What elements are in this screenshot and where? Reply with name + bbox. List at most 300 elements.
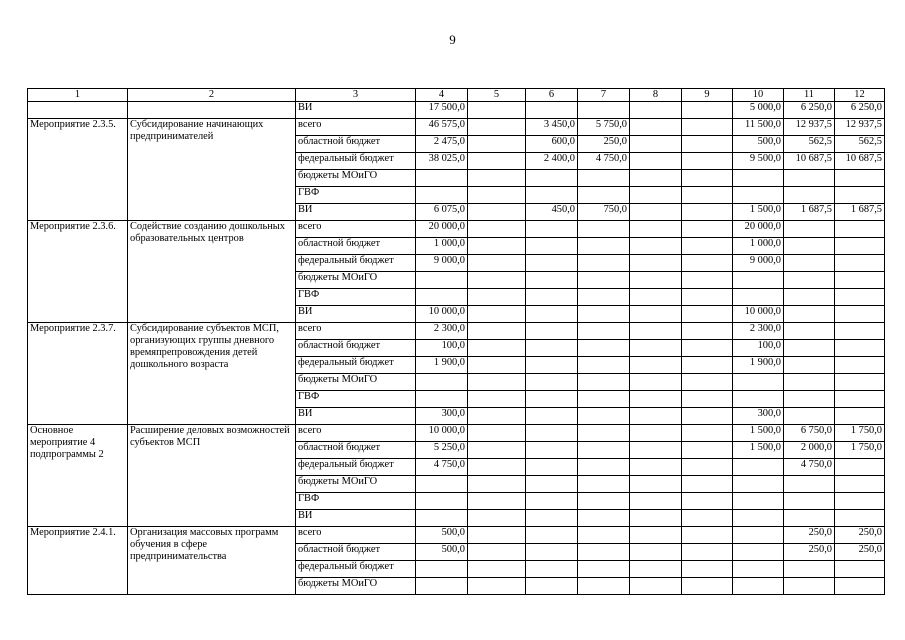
- value-cell: [526, 102, 578, 119]
- value-cell: [578, 272, 630, 289]
- source-cell: ГВФ: [296, 289, 416, 306]
- value-cell: 100,0: [416, 340, 468, 357]
- source-cell: бюджеты МОиГО: [296, 374, 416, 391]
- value-cell: [835, 408, 885, 425]
- value-cell: [784, 476, 835, 493]
- value-cell: [578, 357, 630, 374]
- value-cell: [526, 374, 578, 391]
- value-cell: [835, 340, 885, 357]
- value-cell: 562,5: [835, 136, 885, 153]
- value-cell: 9 500,0: [733, 153, 784, 170]
- value-cell: [468, 170, 526, 187]
- value-cell: [784, 187, 835, 204]
- value-cell: [733, 187, 784, 204]
- value-cell: [468, 221, 526, 238]
- value-cell: [630, 578, 682, 595]
- value-cell: [468, 391, 526, 408]
- value-cell: [630, 306, 682, 323]
- value-cell: [526, 238, 578, 255]
- source-cell: ВИ: [296, 408, 416, 425]
- header-row: [28, 89, 885, 102]
- value-cell: [416, 374, 468, 391]
- value-cell: [468, 578, 526, 595]
- value-cell: 10 687,5: [784, 153, 835, 170]
- source-cell: федеральный бюджет: [296, 255, 416, 272]
- value-cell: [468, 272, 526, 289]
- value-cell: [578, 289, 630, 306]
- value-cell: [784, 561, 835, 578]
- value-cell: [416, 272, 468, 289]
- column-header: 5: [468, 89, 526, 102]
- value-cell: 12 937,5: [784, 119, 835, 136]
- value-cell: [468, 459, 526, 476]
- value-cell: [468, 238, 526, 255]
- value-cell: [526, 272, 578, 289]
- value-cell: [468, 102, 526, 119]
- value-cell: [682, 323, 733, 340]
- value-cell: [526, 221, 578, 238]
- value-cell: [835, 187, 885, 204]
- value-cell: [416, 170, 468, 187]
- table-row: [28, 323, 885, 340]
- value-cell: [835, 306, 885, 323]
- value-cell: [784, 323, 835, 340]
- value-cell: [630, 544, 682, 561]
- source-cell: федеральный бюджет: [296, 357, 416, 374]
- source-cell: ВИ: [296, 306, 416, 323]
- value-cell: [835, 578, 885, 595]
- value-cell: 450,0: [526, 204, 578, 221]
- value-cell: [682, 340, 733, 357]
- value-cell: [682, 255, 733, 272]
- name-cell: [128, 102, 296, 119]
- value-cell: [682, 459, 733, 476]
- value-cell: [578, 187, 630, 204]
- value-cell: [630, 102, 682, 119]
- value-cell: [630, 561, 682, 578]
- value-cell: [468, 544, 526, 561]
- value-cell: [630, 170, 682, 187]
- value-cell: [630, 323, 682, 340]
- value-cell: [468, 425, 526, 442]
- page-number: 9: [449, 32, 456, 47]
- value-cell: [682, 510, 733, 527]
- value-cell: [416, 510, 468, 527]
- value-cell: 2 400,0: [526, 153, 578, 170]
- column-header: 4: [416, 89, 468, 102]
- value-cell: [630, 136, 682, 153]
- value-cell: [784, 170, 835, 187]
- value-cell: [578, 459, 630, 476]
- table-row: [28, 102, 885, 119]
- value-cell: [682, 136, 733, 153]
- measure-name: Организация массовых программ обучения в сфере предпринимательства: [128, 527, 296, 595]
- value-cell: 562,5: [784, 136, 835, 153]
- value-cell: [733, 289, 784, 306]
- value-cell: [526, 187, 578, 204]
- source-cell: федеральный бюджет: [296, 561, 416, 578]
- value-cell: [630, 493, 682, 510]
- source-cell: областной бюджет: [296, 544, 416, 561]
- value-cell: 1 687,5: [835, 204, 885, 221]
- source-cell: областной бюджет: [296, 442, 416, 459]
- value-cell: [733, 476, 784, 493]
- value-cell: [526, 561, 578, 578]
- column-header: 8: [630, 89, 682, 102]
- value-cell: 1 500,0: [733, 204, 784, 221]
- column-header: 11: [784, 89, 835, 102]
- source-cell: областной бюджет: [296, 136, 416, 153]
- value-cell: [468, 187, 526, 204]
- value-cell: [733, 374, 784, 391]
- value-cell: 11 500,0: [733, 119, 784, 136]
- value-cell: [416, 289, 468, 306]
- source-cell: областной бюджет: [296, 340, 416, 357]
- value-cell: 1 900,0: [416, 357, 468, 374]
- value-cell: [578, 476, 630, 493]
- value-cell: [784, 255, 835, 272]
- value-cell: [578, 425, 630, 442]
- value-cell: [526, 340, 578, 357]
- value-cell: [835, 221, 885, 238]
- value-cell: [682, 187, 733, 204]
- value-cell: [630, 255, 682, 272]
- value-cell: [526, 170, 578, 187]
- value-cell: 1 750,0: [835, 425, 885, 442]
- value-cell: 9 000,0: [416, 255, 468, 272]
- value-cell: [630, 459, 682, 476]
- value-cell: [578, 561, 630, 578]
- value-cell: [578, 102, 630, 119]
- table-row: [28, 425, 885, 442]
- source-cell: всего: [296, 221, 416, 238]
- value-cell: [630, 374, 682, 391]
- value-cell: [733, 459, 784, 476]
- value-cell: [468, 340, 526, 357]
- value-cell: [682, 442, 733, 459]
- value-cell: [682, 476, 733, 493]
- column-header: 7: [578, 89, 630, 102]
- value-cell: [578, 374, 630, 391]
- value-cell: 250,0: [784, 544, 835, 561]
- value-cell: [682, 204, 733, 221]
- value-cell: [784, 391, 835, 408]
- measure-code: Мероприятие 2.3.5.: [28, 119, 128, 221]
- value-cell: [578, 170, 630, 187]
- source-cell: бюджеты МОиГО: [296, 578, 416, 595]
- value-cell: [682, 272, 733, 289]
- value-cell: [682, 374, 733, 391]
- value-cell: [468, 561, 526, 578]
- value-cell: [733, 170, 784, 187]
- table-row: [28, 527, 885, 544]
- value-cell: [578, 510, 630, 527]
- value-cell: [835, 374, 885, 391]
- value-cell: 100,0: [733, 340, 784, 357]
- measure-code: Мероприятие 2.4.1.: [28, 527, 128, 595]
- source-cell: бюджеты МОиГО: [296, 272, 416, 289]
- value-cell: [526, 408, 578, 425]
- value-cell: [784, 374, 835, 391]
- value-cell: 10 000,0: [733, 306, 784, 323]
- value-cell: [526, 578, 578, 595]
- table-row: [28, 119, 885, 136]
- value-cell: [578, 578, 630, 595]
- value-cell: [526, 459, 578, 476]
- measure-name: Субсидирование начинающих предпринимателей: [128, 119, 296, 221]
- value-cell: 500,0: [416, 527, 468, 544]
- measure-name: Расширение деловых возможностей субъектов МСП: [128, 425, 296, 527]
- value-cell: [468, 357, 526, 374]
- value-cell: [682, 544, 733, 561]
- value-cell: 1 000,0: [733, 238, 784, 255]
- value-cell: [416, 391, 468, 408]
- value-cell: [526, 289, 578, 306]
- value-cell: [682, 561, 733, 578]
- value-cell: [733, 544, 784, 561]
- measure-code: Основное мероприятие 4 подпрограммы 2: [28, 425, 128, 527]
- value-cell: [630, 510, 682, 527]
- value-cell: [468, 408, 526, 425]
- value-cell: [835, 272, 885, 289]
- value-cell: [526, 306, 578, 323]
- value-cell: 6 250,0: [784, 102, 835, 119]
- value-cell: 4 750,0: [578, 153, 630, 170]
- measure-name: Содействие созданию дошкольных образовательных центров: [128, 221, 296, 323]
- value-cell: [682, 527, 733, 544]
- value-cell: [784, 493, 835, 510]
- value-cell: 10 000,0: [416, 306, 468, 323]
- value-cell: [526, 476, 578, 493]
- value-cell: 5 000,0: [733, 102, 784, 119]
- value-cell: [733, 493, 784, 510]
- value-cell: [733, 510, 784, 527]
- value-cell: 500,0: [733, 136, 784, 153]
- value-cell: 12 937,5: [835, 119, 885, 136]
- source-cell: бюджеты МОиГО: [296, 476, 416, 493]
- value-cell: [468, 442, 526, 459]
- column-header: 1: [28, 89, 128, 102]
- value-cell: [682, 493, 733, 510]
- value-cell: [468, 374, 526, 391]
- value-cell: 300,0: [733, 408, 784, 425]
- value-cell: [835, 510, 885, 527]
- value-cell: 1 000,0: [416, 238, 468, 255]
- value-cell: [526, 544, 578, 561]
- value-cell: [733, 391, 784, 408]
- value-cell: [630, 357, 682, 374]
- source-cell: областной бюджет: [296, 238, 416, 255]
- value-cell: [682, 289, 733, 306]
- value-cell: [835, 170, 885, 187]
- column-header: 3: [296, 89, 416, 102]
- value-cell: [682, 306, 733, 323]
- value-cell: [578, 527, 630, 544]
- value-cell: 1 500,0: [733, 425, 784, 442]
- value-cell: [630, 153, 682, 170]
- value-cell: 750,0: [578, 204, 630, 221]
- value-cell: 20 000,0: [733, 221, 784, 238]
- value-cell: [468, 153, 526, 170]
- value-cell: 1 750,0: [835, 442, 885, 459]
- value-cell: [835, 357, 885, 374]
- value-cell: [416, 578, 468, 595]
- value-cell: [630, 221, 682, 238]
- value-cell: [733, 578, 784, 595]
- value-cell: [468, 493, 526, 510]
- value-cell: [526, 323, 578, 340]
- value-cell: 600,0: [526, 136, 578, 153]
- value-cell: [416, 561, 468, 578]
- budget-table: [27, 88, 885, 595]
- value-cell: [835, 493, 885, 510]
- value-cell: [468, 204, 526, 221]
- value-cell: [630, 119, 682, 136]
- value-cell: [835, 391, 885, 408]
- value-cell: [526, 391, 578, 408]
- code-cell: [28, 102, 128, 119]
- source-cell: ВИ: [296, 510, 416, 527]
- column-header: 9: [682, 89, 733, 102]
- value-cell: [526, 510, 578, 527]
- value-cell: [682, 408, 733, 425]
- value-cell: 2 300,0: [733, 323, 784, 340]
- value-cell: [526, 357, 578, 374]
- value-cell: 4 750,0: [784, 459, 835, 476]
- value-cell: [468, 119, 526, 136]
- value-cell: 5 250,0: [416, 442, 468, 459]
- value-cell: [682, 425, 733, 442]
- value-cell: 2 000,0: [784, 442, 835, 459]
- measure-code: Мероприятие 2.3.7.: [28, 323, 128, 425]
- value-cell: 1 687,5: [784, 204, 835, 221]
- table-row: [28, 221, 885, 238]
- value-cell: [578, 221, 630, 238]
- source-cell: федеральный бюджет: [296, 153, 416, 170]
- value-cell: [733, 561, 784, 578]
- value-cell: 20 000,0: [416, 221, 468, 238]
- value-cell: [835, 476, 885, 493]
- value-cell: [630, 476, 682, 493]
- value-cell: [630, 204, 682, 221]
- value-cell: [784, 357, 835, 374]
- column-header: 6: [526, 89, 578, 102]
- source-cell: всего: [296, 119, 416, 136]
- source-cell: федеральный бюджет: [296, 459, 416, 476]
- value-cell: 500,0: [416, 544, 468, 561]
- value-cell: 250,0: [784, 527, 835, 544]
- value-cell: 250,0: [835, 544, 885, 561]
- value-cell: 1 900,0: [733, 357, 784, 374]
- value-cell: [526, 425, 578, 442]
- value-cell: [682, 221, 733, 238]
- value-cell: [468, 136, 526, 153]
- value-cell: [630, 391, 682, 408]
- value-cell: [630, 442, 682, 459]
- value-cell: [578, 340, 630, 357]
- value-cell: 5 750,0: [578, 119, 630, 136]
- value-cell: [630, 408, 682, 425]
- value-cell: 10 687,5: [835, 153, 885, 170]
- value-cell: [784, 289, 835, 306]
- value-cell: [468, 476, 526, 493]
- value-cell: 2 475,0: [416, 136, 468, 153]
- value-cell: [526, 527, 578, 544]
- value-cell: [630, 272, 682, 289]
- value-cell: [578, 442, 630, 459]
- measure-name: Субсидирование субъектов МСП, организующих группы дневного времяпрепровождения детей дошкольного возраста: [128, 323, 296, 425]
- column-header: 2: [128, 89, 296, 102]
- value-cell: [468, 255, 526, 272]
- value-cell: [682, 578, 733, 595]
- value-cell: [526, 255, 578, 272]
- value-cell: 250,0: [835, 527, 885, 544]
- value-cell: 6 750,0: [784, 425, 835, 442]
- value-cell: 300,0: [416, 408, 468, 425]
- value-cell: [784, 221, 835, 238]
- value-cell: [682, 170, 733, 187]
- value-cell: 6 075,0: [416, 204, 468, 221]
- source-cell: всего: [296, 527, 416, 544]
- value-cell: [682, 102, 733, 119]
- value-cell: [784, 238, 835, 255]
- value-cell: [578, 408, 630, 425]
- value-cell: [630, 238, 682, 255]
- value-cell: [468, 306, 526, 323]
- value-cell: [784, 578, 835, 595]
- value-cell: 17 500,0: [416, 102, 468, 119]
- column-header: 12: [835, 89, 885, 102]
- value-cell: 9 000,0: [733, 255, 784, 272]
- value-cell: [682, 391, 733, 408]
- value-cell: [578, 238, 630, 255]
- value-cell: [630, 340, 682, 357]
- source-cell: ГВФ: [296, 391, 416, 408]
- value-cell: [468, 323, 526, 340]
- value-cell: [835, 323, 885, 340]
- value-cell: [416, 476, 468, 493]
- value-cell: [784, 272, 835, 289]
- value-cell: 1 500,0: [733, 442, 784, 459]
- column-header: 10: [733, 89, 784, 102]
- value-cell: [578, 323, 630, 340]
- value-cell: 3 450,0: [526, 119, 578, 136]
- value-cell: [630, 527, 682, 544]
- value-cell: [630, 187, 682, 204]
- value-cell: [784, 510, 835, 527]
- value-cell: [835, 255, 885, 272]
- source-cell: ВИ: [296, 102, 416, 119]
- value-cell: [784, 408, 835, 425]
- value-cell: 250,0: [578, 136, 630, 153]
- value-cell: [578, 255, 630, 272]
- value-cell: [682, 119, 733, 136]
- source-cell: всего: [296, 425, 416, 442]
- value-cell: [526, 493, 578, 510]
- source-cell: всего: [296, 323, 416, 340]
- value-cell: [835, 238, 885, 255]
- value-cell: [630, 425, 682, 442]
- value-cell: [784, 340, 835, 357]
- value-cell: [835, 561, 885, 578]
- source-cell: бюджеты МОиГО: [296, 170, 416, 187]
- value-cell: [468, 510, 526, 527]
- value-cell: [578, 391, 630, 408]
- source-cell: ГВФ: [296, 493, 416, 510]
- value-cell: 2 300,0: [416, 323, 468, 340]
- value-cell: [835, 289, 885, 306]
- value-cell: [682, 238, 733, 255]
